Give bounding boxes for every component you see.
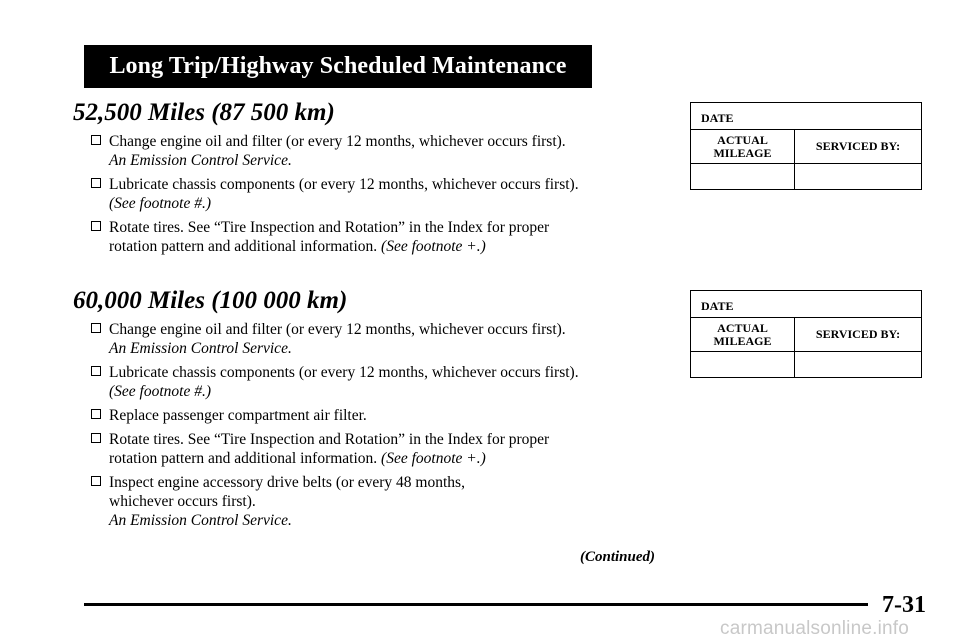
- item-note: An Emission Control Service.: [109, 512, 292, 529]
- item-text: Rotate tires. See “Tire Inspection and Rotation” in the Index for proper: [109, 219, 550, 236]
- checkbox[interactable]: [91, 178, 101, 188]
- footnote-ref: (See footnote +.): [381, 450, 486, 467]
- mileage-entry-cell[interactable]: [691, 164, 795, 189]
- checkbox[interactable]: [91, 323, 101, 333]
- record-label-row: [691, 130, 921, 164]
- checklist-item: [73, 473, 673, 530]
- checklist-item: [73, 132, 673, 170]
- item-note: (See footnote #.): [109, 195, 212, 212]
- serviced-by-label: SERVICED BY:: [815, 327, 901, 341]
- item-text-continued: [109, 449, 673, 468]
- item-text: Replace passenger compartment air filter.: [109, 407, 367, 424]
- page-number: 7-31: [882, 592, 926, 618]
- continued-label: (Continued): [580, 549, 656, 565]
- mileage-label: [691, 318, 795, 351]
- record-entry-row: [691, 352, 921, 377]
- checklist-item: [73, 175, 673, 213]
- date-label: DATE: [701, 111, 734, 125]
- record-entry-row: [691, 164, 921, 189]
- item-text-2: rotation pattern and additional information.: [109, 238, 378, 255]
- checklist-item: [73, 406, 673, 425]
- footer-rule: [84, 603, 868, 606]
- item-note: An Emission Control Service.: [109, 340, 292, 357]
- checkbox[interactable]: [91, 366, 101, 376]
- checkbox[interactable]: [91, 476, 101, 486]
- item-text: Change engine oil and filter (or every 12 months, whichever occurs first).: [109, 321, 566, 338]
- service-record-box: [690, 290, 922, 378]
- maintenance-section-52500: [73, 98, 673, 261]
- checkbox[interactable]: [91, 221, 101, 231]
- section-heading: 52,500 Miles (87 500 km): [73, 99, 335, 126]
- mileage-label-line2: MILEAGE: [713, 333, 772, 348]
- serviced-by-label: SERVICED BY:: [815, 139, 901, 153]
- mileage-label-line1: ACTUAL: [717, 320, 768, 335]
- section-header-bar: [84, 45, 592, 88]
- item-text: Lubricate chassis components (or every 12 months, whichever occurs first).: [109, 364, 579, 381]
- record-label-row: [691, 318, 921, 352]
- mileage-label-line1: ACTUAL: [717, 132, 768, 147]
- checklist-item: [73, 430, 673, 468]
- checklist-item: [73, 218, 673, 256]
- mileage-label: [691, 130, 795, 163]
- item-text: Lubricate chassis components (or every 12 months, whichever occurs first).: [109, 176, 579, 193]
- section-title: Long Trip/Highway Scheduled Maintenance: [109, 53, 567, 79]
- section-heading: 60,000 Miles (100 000 km): [73, 287, 348, 314]
- footnote-ref: (See footnote +.): [381, 238, 486, 255]
- item-text: Inspect engine accessory drive belts (or every 48 months,: [109, 474, 465, 491]
- service-record-box: [690, 102, 922, 190]
- mileage-label-line2: MILEAGE: [713, 145, 772, 160]
- item-text: Change engine oil and filter (or every 12 months, whichever occurs first).: [109, 133, 566, 150]
- item-note: An Emission Control Service.: [109, 152, 292, 169]
- watermark: carmanualsonline.info: [720, 618, 910, 639]
- checkbox[interactable]: [91, 135, 101, 145]
- date-label: DATE: [701, 299, 734, 313]
- mileage-entry-cell[interactable]: [691, 352, 795, 377]
- item-text-2: rotation pattern and additional information.: [109, 450, 378, 467]
- checklist-item: [73, 363, 673, 401]
- serviced-by-entry-cell[interactable]: [795, 164, 921, 189]
- item-text-continued: [109, 237, 673, 256]
- item-text-2: whichever occurs first).: [109, 493, 256, 510]
- checklist-item: [73, 320, 673, 358]
- maintenance-section-60000: [73, 286, 673, 535]
- checkbox[interactable]: [91, 409, 101, 419]
- item-text: Rotate tires. See “Tire Inspection and Rotation” in the Index for proper: [109, 431, 550, 448]
- checkbox[interactable]: [91, 433, 101, 443]
- serviced-by-entry-cell[interactable]: [795, 352, 921, 377]
- record-date-field[interactable]: [691, 291, 921, 318]
- record-date-field[interactable]: [691, 103, 921, 130]
- item-note: (See footnote #.): [109, 383, 212, 400]
